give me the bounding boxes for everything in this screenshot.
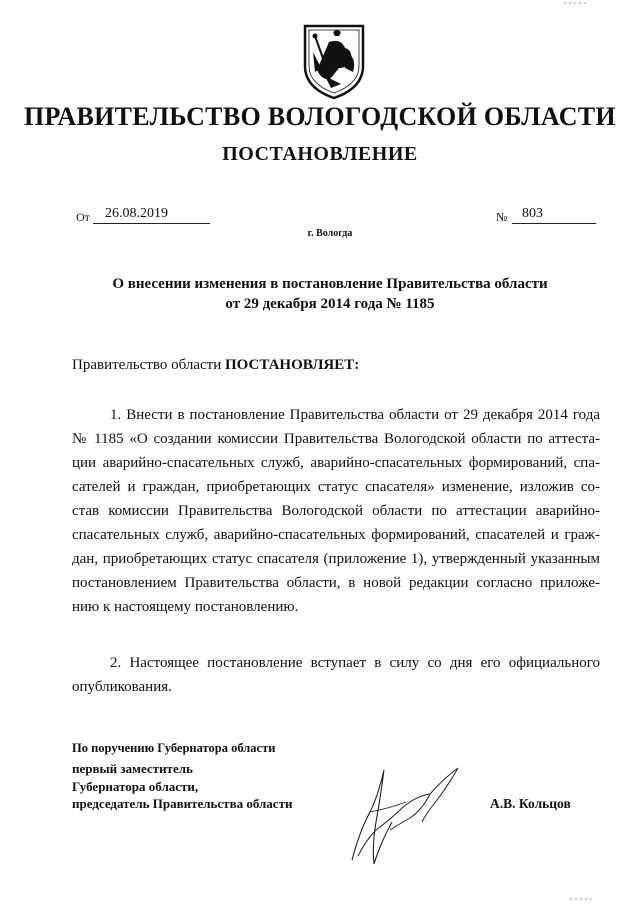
government-title: ПРАВИТЕЛЬСТВО ВОЛОГОДСКОЙ ОБЛАСТИ xyxy=(24,102,616,131)
edge-mark xyxy=(566,895,596,903)
subject-line: О внесении изменения в постановление Правительства области xyxy=(112,276,548,292)
paragraph-2 xyxy=(72,651,600,699)
paragraph-line: опубликования. xyxy=(72,679,172,695)
preamble-text: Правительство области xyxy=(72,357,222,373)
document-type-title: ПОСТАНОВЛЕНИЕ xyxy=(222,143,418,165)
paragraph-line: 1. Внести в постановление Правительства области от 29 декабря 2014 года xyxy=(110,407,600,423)
signatory-position: первый заместитель xyxy=(72,761,193,776)
paragraph-1 xyxy=(72,403,600,619)
document-subject xyxy=(60,274,600,314)
paragraph-line: 2. Настоящее постановление вступает в силу со дня его официального xyxy=(110,655,600,671)
signatory-position: Губернатора области, xyxy=(72,779,199,794)
document-number: 803 xyxy=(512,205,596,224)
paragraph-line: ции аварийно-спасательных служб, аварийно-спасательных формирований, спа- xyxy=(72,455,600,471)
handwritten-signature xyxy=(330,760,470,870)
paragraph-line: став комиссии Правительства Вологодской области по аттестации аварийно- xyxy=(72,503,600,519)
paragraph-line: № 1185 «О создании комиссии Правительства Вологодской области по аттеста- xyxy=(72,431,600,447)
coat-of-arms-emblem xyxy=(301,22,367,100)
signatory-mandate: По поручению Губернатора области xyxy=(72,741,276,755)
preamble-emphasis: ПОСТАНОВЛЯЕТ: xyxy=(224,357,360,373)
edge-mark xyxy=(560,0,590,8)
subject-line: от 29 декабря 2014 года № 1185 xyxy=(225,296,435,312)
signatory-name: А.В. Кольцов xyxy=(490,796,571,811)
signatory-position: председатель Правительства области xyxy=(72,796,293,811)
paragraph-line: нию к настоящему постановлению. xyxy=(72,599,299,615)
number-label: № xyxy=(496,210,508,224)
paragraph-line: спасательных служб, аварийно-спасательных формирований, спасателей и граж- xyxy=(72,527,600,543)
date-label: От xyxy=(76,210,90,224)
document-date: 26.08.2019 xyxy=(93,205,210,224)
paragraph-line: постановлением Правительства области, в новой редакции согласно приложе- xyxy=(72,575,600,591)
city-label: г. Вологда xyxy=(307,228,353,239)
preamble xyxy=(72,357,359,374)
paragraph-line: дан, приобретающих статус спасателя (приложение 1), утвержденный указанным xyxy=(72,551,600,567)
paragraph-line: сателей и граждан, приобретающих статус спасателя» изменение, изложив со- xyxy=(72,479,600,495)
